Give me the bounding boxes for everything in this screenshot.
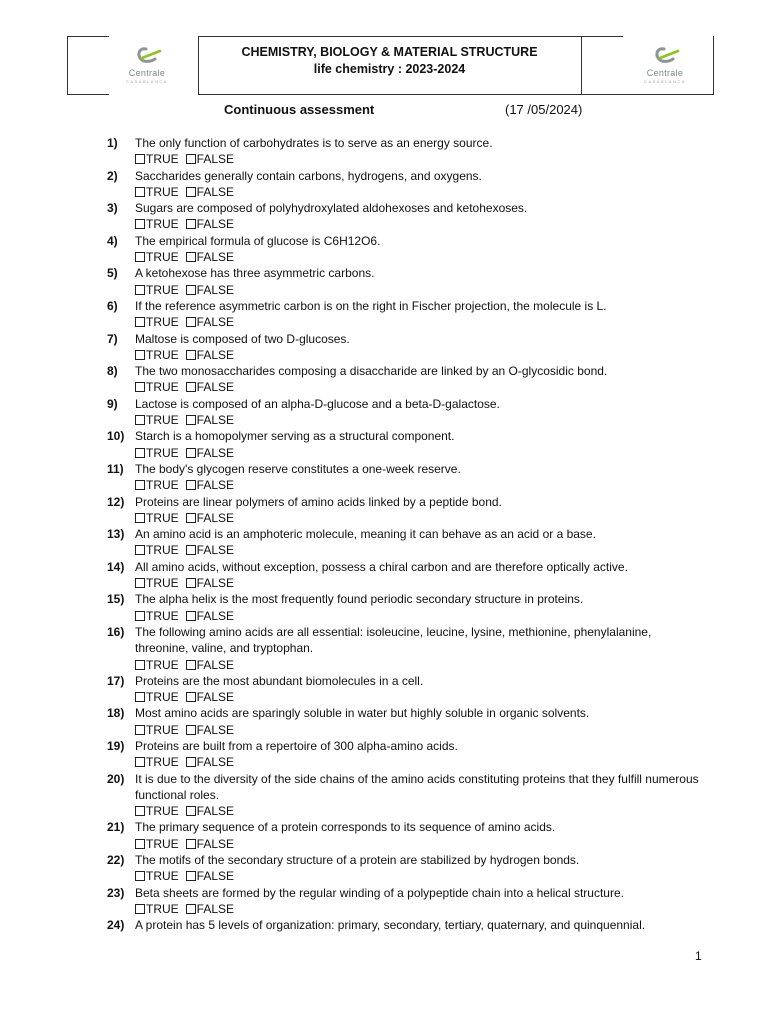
question-item — [107, 559, 707, 592]
false-option-label: FALSE — [196, 804, 235, 819]
true-checkbox[interactable] — [135, 904, 145, 914]
false-option-label: FALSE — [196, 901, 235, 916]
header-top-left-line — [67, 36, 109, 37]
question-text: The primary sequence of a protein corresponds to its sequence of amino acids. — [135, 820, 556, 835]
false-checkbox[interactable] — [186, 154, 196, 164]
question-text: Maltose is composed of two D-glucoses. — [135, 331, 350, 346]
question-row — [107, 396, 707, 412]
true-option[interactable] — [135, 249, 179, 265]
answer-choices — [107, 314, 707, 330]
question-item — [107, 624, 707, 673]
false-option[interactable] — [186, 379, 234, 395]
question-item — [107, 461, 707, 494]
question-row — [107, 168, 707, 184]
question-item — [107, 917, 707, 933]
false-option-label: FALSE — [196, 576, 235, 591]
true-checkbox[interactable] — [135, 285, 145, 295]
false-option[interactable] — [186, 836, 234, 852]
answer-choices — [107, 249, 707, 265]
question-row — [107, 738, 707, 754]
false-option[interactable] — [186, 510, 234, 526]
question-item — [107, 852, 707, 885]
true-option-label: TRUE — [146, 184, 179, 199]
false-option-label: FALSE — [196, 608, 235, 623]
false-option[interactable] — [186, 347, 234, 363]
true-option-label: TRUE — [146, 282, 179, 297]
true-option[interactable] — [135, 184, 179, 200]
course-title — [198, 44, 581, 78]
false-option[interactable] — [186, 901, 234, 917]
true-option[interactable] — [135, 314, 179, 330]
question-item — [107, 526, 707, 559]
true-option-label: TRUE — [146, 804, 179, 819]
question-row — [107, 200, 707, 216]
question-item — [107, 135, 707, 168]
question-text: It is due to the diversity of the side chains of the amino acids constituting proteins that they fulfill numerous functional roles. — [135, 771, 699, 802]
true-option[interactable] — [135, 836, 179, 852]
true-checkbox[interactable] — [135, 725, 145, 735]
true-option[interactable] — [135, 689, 179, 705]
question-number: 1) — [107, 136, 118, 150]
false-checkbox[interactable] — [186, 448, 196, 458]
header-bottom-line — [198, 94, 581, 95]
false-option[interactable] — [186, 608, 234, 624]
false-option[interactable] — [186, 249, 234, 265]
false-checkbox[interactable] — [186, 660, 196, 670]
answer-choices — [107, 282, 707, 298]
false-option-label: FALSE — [196, 445, 235, 460]
false-option-label: FALSE — [196, 380, 235, 395]
true-checkbox[interactable] — [135, 187, 145, 197]
header-right-border — [713, 36, 714, 95]
true-option-label: TRUE — [146, 478, 179, 493]
false-option[interactable] — [186, 184, 234, 200]
question-item — [107, 819, 707, 852]
question-item — [107, 428, 707, 461]
false-checkbox[interactable] — [186, 904, 196, 914]
false-option[interactable] — [186, 803, 234, 819]
question-row — [107, 885, 707, 901]
header-top-right-line — [581, 36, 623, 37]
false-option[interactable] — [186, 412, 234, 428]
false-checkbox[interactable] — [186, 415, 196, 425]
false-option[interactable] — [186, 575, 234, 591]
true-checkbox[interactable] — [135, 611, 145, 621]
true-option-label: TRUE — [146, 576, 179, 591]
assessment-date: (17 /05/2024) — [505, 102, 583, 117]
true-option[interactable] — [135, 575, 179, 591]
true-option-label: TRUE — [146, 380, 179, 395]
question-row — [107, 233, 707, 249]
false-checkbox[interactable] — [186, 871, 196, 881]
true-option[interactable] — [135, 868, 179, 884]
true-checkbox[interactable] — [135, 219, 145, 229]
question-text: Proteins are built from a repertoire of 300 alpha-amino acids. — [135, 738, 458, 753]
question-number: 14) — [107, 559, 125, 574]
true-option[interactable] — [135, 412, 179, 428]
true-option-label: TRUE — [146, 722, 179, 737]
true-option[interactable] — [135, 445, 179, 461]
question-number: 23) — [107, 885, 125, 900]
false-option-label: FALSE — [196, 184, 235, 199]
question-number: 8) — [107, 364, 118, 379]
true-option-label: TRUE — [146, 217, 179, 232]
question-row — [107, 673, 707, 689]
answer-choices — [107, 477, 707, 493]
answer-choices — [107, 151, 707, 167]
question-row — [107, 494, 707, 510]
question-row — [107, 428, 707, 444]
question-item — [107, 265, 707, 298]
false-option[interactable] — [186, 216, 234, 232]
answer-choices — [107, 722, 707, 738]
logo-left — [112, 44, 182, 90]
false-option[interactable] — [186, 445, 234, 461]
true-option[interactable] — [135, 510, 179, 526]
course-title-line-2: life chemistry : 2023-2024 — [313, 62, 466, 76]
false-option-label: FALSE — [196, 315, 235, 330]
question-number: 9) — [107, 396, 118, 411]
true-option[interactable] — [135, 216, 179, 232]
question-item — [107, 233, 707, 266]
false-option-label: FALSE — [196, 282, 235, 297]
true-option[interactable] — [135, 477, 179, 493]
question-text: Proteins are linear polymers of amino acids linked by a peptide bond. — [135, 494, 502, 509]
true-option[interactable] — [135, 379, 179, 395]
false-option-label: FALSE — [196, 836, 235, 851]
false-option[interactable] — [186, 542, 234, 558]
true-option[interactable] — [135, 657, 179, 673]
question-item — [107, 168, 707, 201]
answer-choices — [107, 836, 707, 852]
false-checkbox[interactable] — [186, 611, 196, 621]
question-number: 6) — [107, 298, 118, 313]
question-text: A protein has 5 levels of organization: primary, secondary, tertiary, quaternary, and quinquennial. — [135, 918, 646, 933]
question-item — [107, 298, 707, 331]
false-option-label: FALSE — [196, 152, 235, 167]
false-option-label: FALSE — [196, 722, 235, 737]
question-text: Lactose is composed of an alpha-D-glucose and a beta-D-galactose. — [135, 396, 500, 411]
true-option[interactable] — [135, 542, 179, 558]
question-row — [107, 331, 707, 347]
true-checkbox[interactable] — [135, 839, 145, 849]
false-checkbox[interactable] — [186, 187, 196, 197]
question-row — [107, 461, 707, 477]
false-option-label: FALSE — [196, 690, 235, 705]
false-checkbox[interactable] — [186, 806, 196, 816]
false-option-label: FALSE — [196, 869, 235, 884]
question-row — [107, 559, 707, 575]
false-option-label: FALSE — [196, 543, 235, 558]
question-item — [107, 591, 707, 624]
true-option-label: TRUE — [146, 315, 179, 330]
question-row — [107, 591, 707, 607]
false-option[interactable] — [186, 657, 234, 673]
page-number: 1 — [695, 949, 702, 963]
false-checkbox[interactable] — [186, 513, 196, 523]
answer-choices — [107, 575, 707, 591]
header-divider-right — [581, 36, 582, 95]
answer-choices — [107, 803, 707, 819]
question-number: 18) — [107, 706, 125, 721]
question-text: Most amino acids are sparingly soluble in water but highly soluble in organic solvents. — [135, 706, 590, 721]
true-option-label: TRUE — [146, 510, 179, 525]
question-item — [107, 705, 707, 738]
centrale-logo-icon — [112, 44, 182, 70]
false-checkbox[interactable] — [186, 545, 196, 555]
question-text: A ketohexose has three asymmetric carbons. — [135, 266, 375, 281]
true-option[interactable] — [135, 803, 179, 819]
true-option[interactable] — [135, 722, 179, 738]
question-number: 24) — [107, 918, 125, 933]
question-row — [107, 265, 707, 281]
question-number: 13) — [107, 527, 125, 542]
true-option-label: TRUE — [146, 250, 179, 265]
question-text: The body's glycogen reserve constitutes a one-week reserve. — [135, 461, 461, 476]
question-text: The only function of carbohydrates is to serve as an energy source. — [135, 136, 493, 150]
question-text: The following amino acids are all essential: isoleucine, leucine, lysine, methionine, phenylalanine, threonine, valine, and tryptophan. — [135, 624, 652, 656]
header-top-line — [198, 36, 581, 37]
question-text: Proteins are the most abundant biomolecules in a cell. — [135, 673, 424, 688]
question-text: Starch is a homopolymer serving as a structural component. — [135, 429, 455, 444]
answer-choices — [107, 754, 707, 770]
logo-left-text: Centrale — [128, 68, 166, 78]
true-checkbox[interactable] — [135, 415, 145, 425]
true-option-label: TRUE — [146, 836, 179, 851]
false-checkbox[interactable] — [186, 725, 196, 735]
false-option-label: FALSE — [196, 347, 235, 362]
true-checkbox[interactable] — [135, 692, 145, 702]
true-option-label: TRUE — [146, 690, 179, 705]
question-number: 15) — [107, 592, 125, 607]
false-option[interactable] — [186, 754, 234, 770]
question-text: An amino acid is an amphoteric molecule, meaning it can behave as an acid or a base. — [135, 527, 596, 542]
false-option[interactable] — [186, 477, 234, 493]
question-number: 16) — [107, 624, 125, 639]
true-option[interactable] — [135, 151, 179, 167]
question-number: 5) — [107, 266, 118, 281]
false-checkbox[interactable] — [186, 757, 196, 767]
question-number: 22) — [107, 853, 125, 868]
true-option-label: TRUE — [146, 413, 179, 428]
question-number: 4) — [107, 233, 118, 248]
question-item — [107, 885, 707, 918]
true-checkbox[interactable] — [135, 757, 145, 767]
logo-right-text: Centrale — [646, 68, 684, 78]
true-option-label: TRUE — [146, 755, 179, 770]
question-row — [107, 705, 707, 721]
true-option-label: TRUE — [146, 657, 179, 672]
question-row — [107, 917, 707, 933]
header-bottom-left-line — [67, 94, 109, 95]
true-checkbox[interactable] — [135, 252, 145, 262]
answer-choices — [107, 542, 707, 558]
question-number: 21) — [107, 820, 125, 835]
question-list — [107, 135, 707, 934]
false-checkbox[interactable] — [186, 839, 196, 849]
question-row — [107, 852, 707, 868]
question-item — [107, 363, 707, 396]
question-row — [107, 526, 707, 542]
false-checkbox[interactable] — [186, 252, 196, 262]
true-option-label: TRUE — [146, 543, 179, 558]
question-number: 17) — [107, 673, 125, 688]
answer-choices — [107, 901, 707, 917]
header-bottom-right-line — [581, 94, 713, 95]
false-checkbox[interactable] — [186, 219, 196, 229]
answer-choices — [107, 657, 707, 673]
false-checkbox[interactable] — [186, 382, 196, 392]
centrale-logo-icon — [630, 44, 700, 70]
question-row — [107, 819, 707, 835]
question-text: The alpha helix is the most frequently found periodic secondary structure in proteins. — [135, 592, 584, 607]
true-checkbox[interactable] — [135, 871, 145, 881]
true-checkbox[interactable] — [135, 480, 145, 490]
true-option-label: TRUE — [146, 152, 179, 167]
true-checkbox[interactable] — [135, 154, 145, 164]
false-option[interactable] — [186, 314, 234, 330]
header-left-border — [67, 36, 68, 95]
false-option-label: FALSE — [196, 413, 235, 428]
question-item — [107, 771, 707, 820]
false-checkbox[interactable] — [186, 285, 196, 295]
false-option[interactable] — [186, 722, 234, 738]
true-checkbox[interactable] — [135, 448, 145, 458]
true-checkbox[interactable] — [135, 513, 145, 523]
true-option-label: TRUE — [146, 445, 179, 460]
false-option-label: FALSE — [196, 657, 235, 672]
true-checkbox[interactable] — [135, 806, 145, 816]
answer-choices — [107, 689, 707, 705]
false-option[interactable] — [186, 868, 234, 884]
question-text: The empirical formula of glucose is C6H12O6. — [135, 233, 381, 248]
true-checkbox[interactable] — [135, 660, 145, 670]
question-text: The two monosaccharides composing a disaccharide are linked by an O-glycosidic bond. — [135, 364, 608, 379]
answer-choices — [107, 216, 707, 232]
true-checkbox[interactable] — [135, 382, 145, 392]
false-checkbox[interactable] — [186, 350, 196, 360]
answer-choices — [107, 608, 707, 624]
question-text: All amino acids, without exception, possess a chiral carbon and are therefore optically active. — [135, 559, 628, 574]
question-text: Saccharides generally contain carbons, hydrogens, and oxygens. — [135, 168, 482, 183]
question-text: If the reference asymmetric carbon is on the right in Fischer projection, the molecule is L. — [135, 298, 607, 313]
question-number: 10) — [107, 429, 125, 444]
question-text: The motifs of the secondary structure of a protein are stabilized by hydrogen bonds. — [135, 853, 580, 868]
false-option[interactable] — [186, 151, 234, 167]
false-option-label: FALSE — [196, 250, 235, 265]
false-option[interactable] — [186, 689, 234, 705]
question-number: 3) — [107, 201, 118, 216]
true-checkbox[interactable] — [135, 578, 145, 588]
answer-choices — [107, 184, 707, 200]
question-item — [107, 738, 707, 771]
true-checkbox[interactable] — [135, 317, 145, 327]
question-item — [107, 331, 707, 364]
answer-choices — [107, 868, 707, 884]
course-title-line-1: CHEMISTRY, BIOLOGY & MATERIAL STRUCTURE — [241, 45, 538, 59]
assessment-title: Continuous assessment — [224, 102, 375, 117]
false-checkbox[interactable] — [186, 692, 196, 702]
false-option-label: FALSE — [196, 217, 235, 232]
question-row — [107, 363, 707, 379]
answer-choices — [107, 445, 707, 461]
header-box — [67, 36, 713, 94]
true-option-label: TRUE — [146, 869, 179, 884]
logo-right — [630, 44, 700, 90]
question-item — [107, 673, 707, 706]
logo-right-subtext: CASABLANCA — [644, 79, 686, 84]
question-item — [107, 396, 707, 429]
true-checkbox[interactable] — [135, 350, 145, 360]
question-number: 20) — [107, 771, 125, 786]
false-option-label: FALSE — [196, 510, 235, 525]
answer-choices — [107, 379, 707, 395]
false-checkbox[interactable] — [186, 317, 196, 327]
false-option-label: FALSE — [196, 478, 235, 493]
question-item — [107, 494, 707, 527]
question-text: Sugars are composed of polyhydroxylated aldohexoses and ketohexoses. — [135, 201, 528, 216]
question-number: 2) — [107, 168, 118, 183]
true-option-label: TRUE — [146, 347, 179, 362]
true-option[interactable] — [135, 347, 179, 363]
question-row — [107, 298, 707, 314]
question-row — [107, 135, 707, 151]
true-option[interactable] — [135, 901, 179, 917]
logo-left-subtext: CASABLANCA — [126, 79, 168, 84]
true-option[interactable] — [135, 282, 179, 298]
answer-choices — [107, 412, 707, 428]
question-text: Beta sheets are formed by the regular winding of a polypeptide chain into a helical structure. — [135, 885, 624, 900]
true-option[interactable] — [135, 608, 179, 624]
false-checkbox[interactable] — [186, 578, 196, 588]
question-row — [107, 624, 707, 657]
true-option-label: TRUE — [146, 901, 179, 916]
question-item — [107, 200, 707, 233]
question-number: 7) — [107, 331, 118, 346]
question-number: 19) — [107, 738, 125, 753]
question-number: 11) — [107, 461, 124, 476]
true-option-label: TRUE — [146, 608, 179, 623]
false-option[interactable] — [186, 282, 234, 298]
true-checkbox[interactable] — [135, 545, 145, 555]
false-option-label: FALSE — [196, 755, 235, 770]
answer-choices — [107, 347, 707, 363]
question-row — [107, 771, 707, 804]
false-checkbox[interactable] — [186, 480, 196, 490]
true-option[interactable] — [135, 754, 179, 770]
answer-choices — [107, 510, 707, 526]
question-number: 12) — [107, 494, 125, 509]
